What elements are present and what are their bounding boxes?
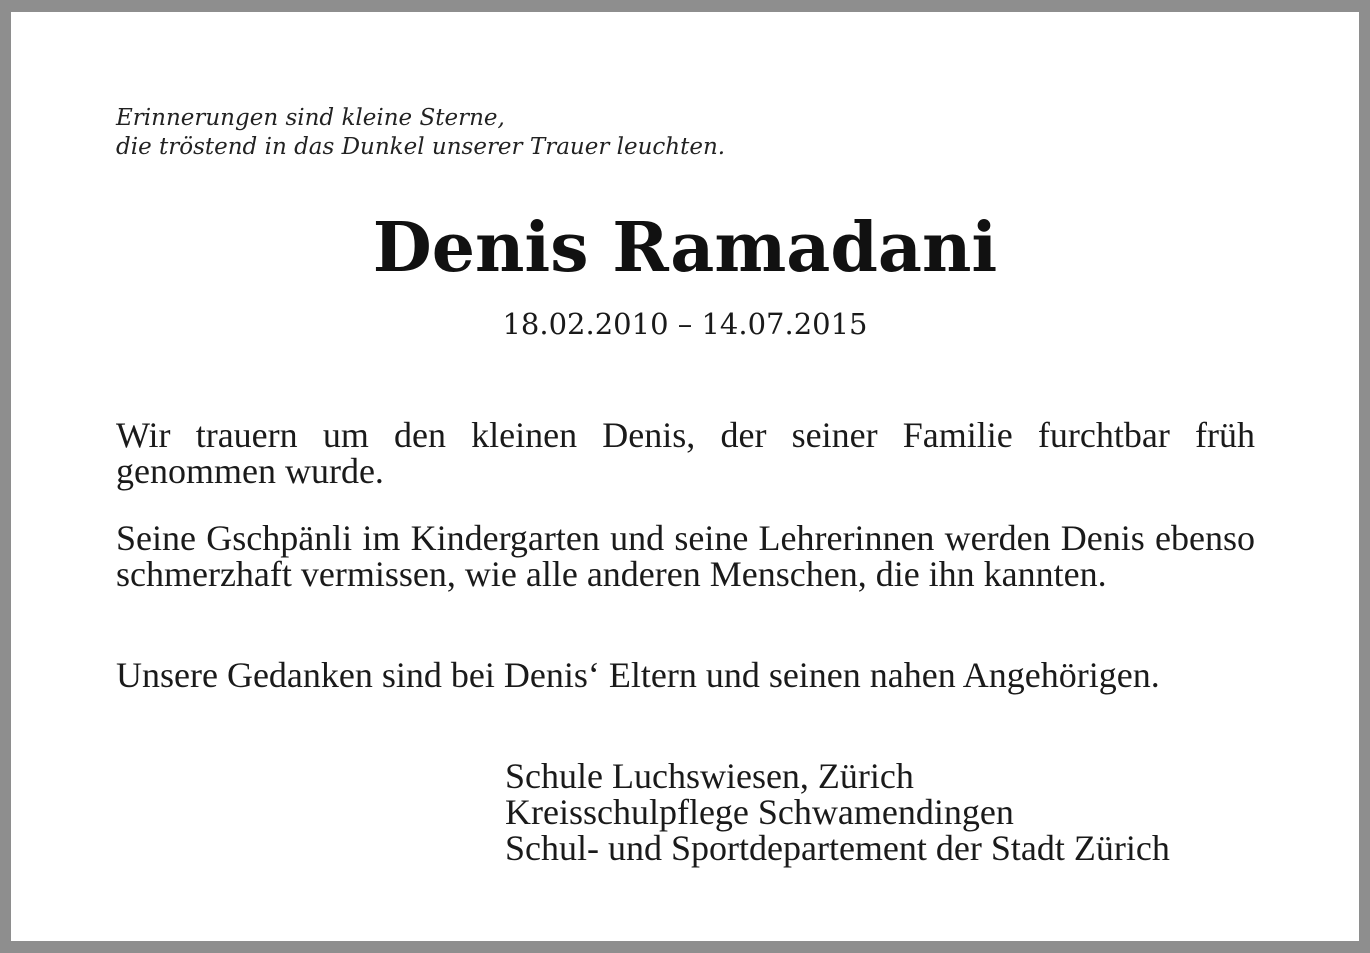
signature-block — [505, 758, 1170, 866]
signature-line-school: Schule Luchswiesen, Zürich — [505, 756, 914, 796]
quote-line-2: die tröstend in das Dunkel unserer Trauer leuchten. — [116, 134, 726, 160]
quote-line-1: Erinnerungen sind kleine Sterne, — [116, 105, 505, 131]
paragraph-condolence: Wir trauern um den kleinen Denis, der seiner Familie furchtbar früh genommen wurde. — [116, 415, 1255, 491]
signature-line-department: Schul- und Sportdepartement der Stadt Zürich — [505, 828, 1170, 868]
signature-line-board: Kreisschulpflege Schwamendingen — [505, 792, 1014, 832]
life-dates: 18.02.2010 – 14.07.2015 — [502, 307, 868, 341]
deceased-name: Denis Ramadani — [372, 208, 998, 288]
paragraph-kindergarten: Seine Gschpänli im Kindergarten und seine Lehrerinnen werden Denis ebenso schmerzhaft vermissen, wie alle anderen Menschen, die ihn kannten. — [116, 518, 1255, 594]
paragraph-thoughts: Unsere Gedanken sind bei Denis‘ Eltern und seinen nahen Angehörigen. — [116, 655, 1160, 695]
memorial-quote — [116, 104, 725, 162]
